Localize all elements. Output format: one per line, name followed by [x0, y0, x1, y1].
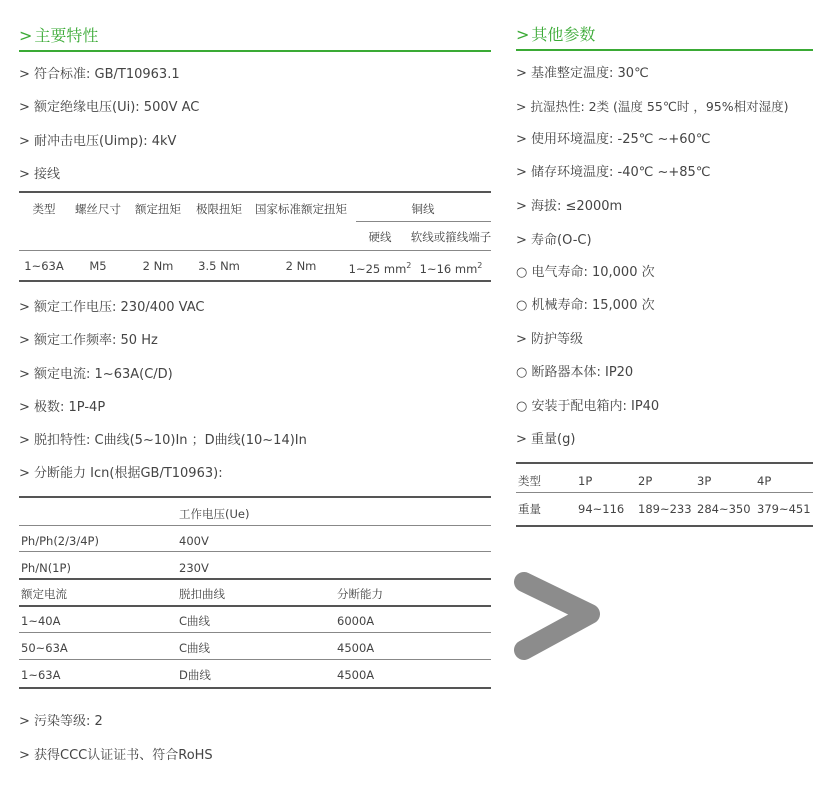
spec-poles: > 极数: 1P-4P [19, 400, 106, 415]
header-breaking-capacity: 分断能力 [337, 587, 383, 601]
heading-text: 主要特性 [34, 26, 99, 45]
table-bottom-rule [19, 280, 491, 282]
table-cell: 6000A [337, 614, 375, 628]
wiring-cell-max-torque: 3.5 Nm [198, 259, 240, 273]
row-rule [19, 632, 491, 633]
weight-header: 类型 [518, 474, 541, 488]
wiring-header-torque: 额定扭矩 [135, 202, 181, 216]
spec-pollution-degree: > 污染等级: 2 [19, 714, 103, 729]
spec-operating-temperature: > 使用环境温度: -25℃ ~+60℃ [516, 132, 711, 147]
spec-protection: > 防护等级 [516, 332, 584, 347]
weight-cell: 94~116 [578, 502, 625, 516]
spec-certification: > 获得CCC认证证书、符合RoHS [19, 748, 213, 763]
wiring-cell-national-torque: 2 Nm [285, 259, 317, 273]
wiring-header-copper: 铜线 [411, 202, 435, 216]
spec-mechanical-life: ○ 机械寿命: 15,000 次 [516, 298, 655, 313]
voltage-header: 工作电压(Ue) [179, 507, 250, 521]
spec-enclosure-ip: ○ 安装于配电箱内: IP40 [516, 399, 660, 414]
flexible-value: 1~16 mm [419, 261, 478, 276]
spec-trip-characteristic: > 脱扣特性: C曲线(5~10)In ；D曲线(10~14)In [19, 433, 307, 448]
spec-lifetime: > 寿命(O-C) [516, 233, 592, 248]
spec-breaking-capacity: > 分断能力 Icn(根据GB/T10963): [19, 466, 223, 481]
section-rule [19, 578, 491, 580]
table-cell: 4500A [337, 641, 375, 655]
wiring-cell-torque: 2 Nm [142, 259, 174, 273]
wiring-sub-rigid: 硬线 [368, 230, 392, 244]
row-rule [19, 659, 491, 660]
heading-underline [19, 50, 491, 52]
spec-impulse-voltage: > 耐冲击电压(Uimp): 4kV [19, 134, 177, 149]
table-top-rule [516, 462, 813, 464]
spec-reference-temperature: > 基准整定温度: 30℃ [516, 66, 649, 81]
spec-breaker-body-ip: ○ 断路器本体: IP20 [516, 365, 634, 380]
spec-storage-temperature: > 储存环境温度: -40℃ ~+85℃ [516, 165, 711, 180]
chevron-right-icon [514, 570, 600, 666]
spec-weight: > 重量(g) [516, 432, 576, 447]
table-cell: C曲线 [179, 614, 211, 628]
copper-divider [356, 221, 491, 222]
weight-cell: 重量 [518, 502, 541, 516]
row-rule [19, 551, 491, 552]
wiring-header-screw: 螺丝尺寸 [75, 202, 121, 216]
spec-rated-current: > 额定电流: 1~63A(C/D) [19, 367, 173, 382]
table-bottom-rule [19, 687, 491, 689]
row-rule [516, 492, 813, 493]
wiring-cell-type: 1~63A [24, 259, 64, 273]
weight-header: 1P [578, 474, 593, 488]
wiring-sub-flexible: 软线或箍线端子 [410, 230, 492, 244]
section-heading-main-features [19, 23, 98, 46]
voltage-row-value: 400V [179, 534, 209, 548]
weight-header: 4P [757, 474, 772, 488]
weight-cell: 189~233 [638, 502, 692, 516]
wiring-header-type: 类型 [32, 202, 56, 216]
wiring-cell-rigid [349, 259, 412, 276]
header-rated-current: 额定电流 [21, 587, 67, 601]
header-rule [19, 605, 491, 607]
weight-cell: 284~350 [697, 502, 751, 516]
spec-insulation-voltage: > 额定绝缘电压(Ui): 500V AC [19, 100, 200, 115]
spec-electrical-life: ○ 电气寿命: 10,000 次 [516, 265, 655, 280]
voltage-row-value: 230V [179, 561, 209, 575]
wiring-header-max-torque: 极限扭矩 [196, 202, 242, 216]
table-cell: D曲线 [179, 668, 211, 682]
header-trip-curve: 脱扣曲线 [179, 587, 225, 601]
spec-standard: > 符合标准: GB/T10963.1 [19, 67, 180, 82]
table-cell: C曲线 [179, 641, 211, 655]
wiring-cell-flexible [420, 259, 483, 276]
table-top-rule [19, 496, 491, 498]
voltage-row-label: Ph/N(1P) [21, 561, 71, 575]
voltage-row-label: Ph/Ph(2/3/4P) [21, 534, 99, 548]
weight-header: 3P [697, 474, 712, 488]
table-cell: 4500A [337, 668, 375, 682]
table-bottom-rule [516, 525, 813, 527]
rigid-value: 1~25 mm [348, 261, 407, 276]
spec-operating-voltage: > 额定工作电压: 230/400 VAC [19, 300, 205, 315]
heading-underline [516, 49, 813, 51]
spec-wiring: > 接线 [19, 167, 61, 182]
table-cell: 50~63A [21, 641, 68, 655]
wiring-cell-screw: M5 [89, 259, 107, 273]
heading-text: 其他参数 [531, 25, 596, 44]
spec-frequency: > 额定工作频率: 50 Hz [19, 333, 158, 348]
table-cell: 1~63A [21, 668, 61, 682]
chevron-icon: > [19, 26, 33, 45]
header-bottom-rule [19, 250, 491, 251]
unit-superscript: 2 [477, 261, 483, 270]
table-top-rule [19, 191, 491, 193]
weight-header: 2P [638, 474, 653, 488]
row-rule [19, 525, 491, 526]
spec-altitude: > 海拔: ≤2000m [516, 199, 623, 214]
section-heading-other-params [516, 22, 595, 45]
spec-humidity-resistance: > 抗湿热性: 2类 (温度 55℃时 ，95%相对湿度) [516, 99, 789, 114]
table-cell: 1~40A [21, 614, 61, 628]
weight-cell: 379~451 [757, 502, 811, 516]
unit-superscript: 2 [406, 261, 412, 270]
chevron-icon: > [516, 25, 530, 44]
wiring-header-national-torque: 国家标准额定扭矩 [255, 202, 347, 216]
